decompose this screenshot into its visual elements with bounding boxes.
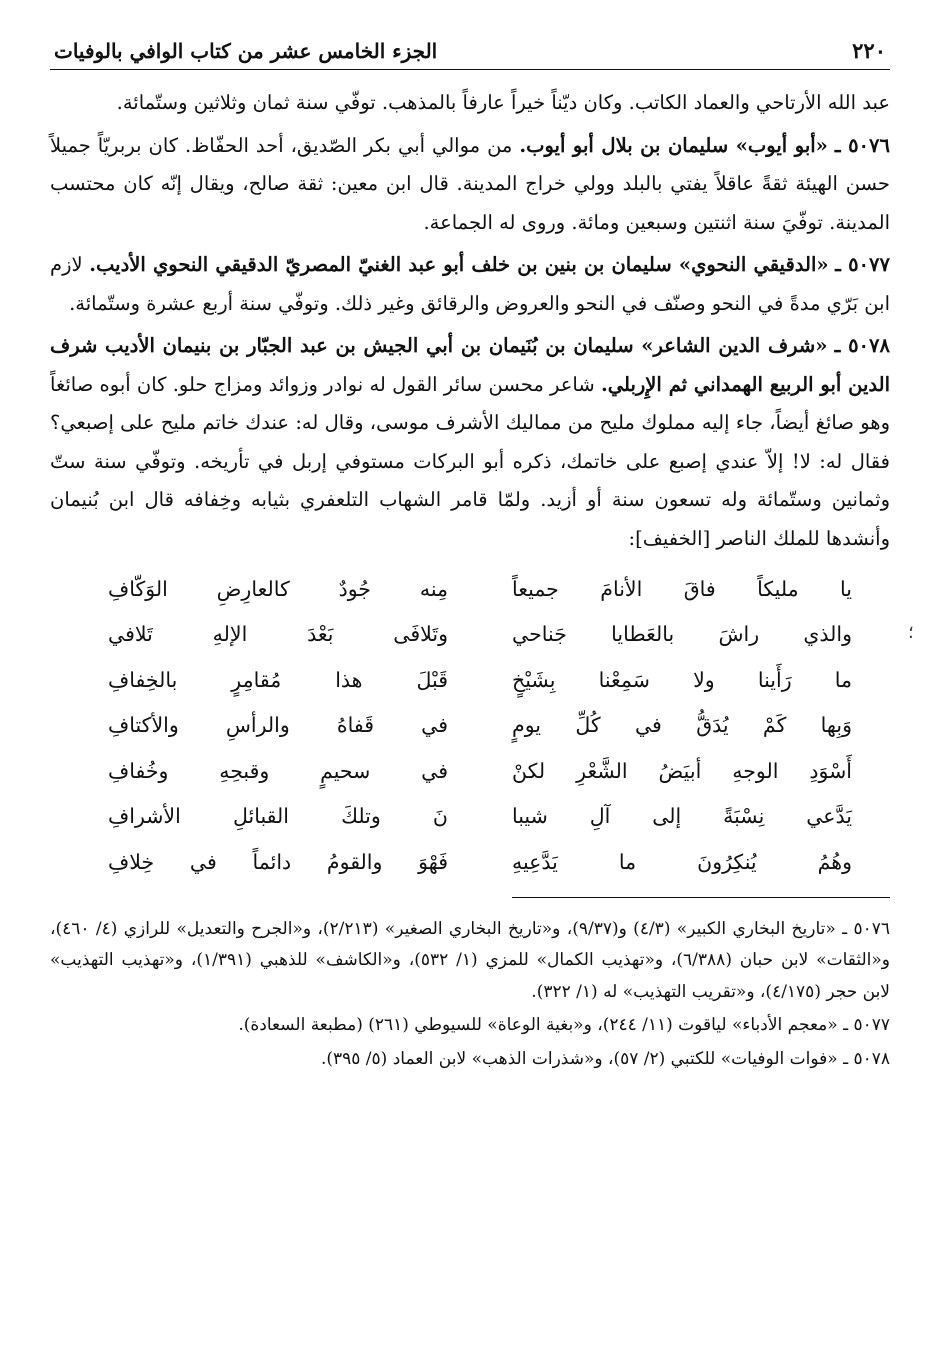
poem-verse [50, 657, 890, 703]
entry-title: «الدقيقي النحوي» سليمان بن بنين بن خلف أبو عبد الغنيّ المصريّ الدقيقي النحوي الأديب. [89, 253, 829, 276]
entry-title: «أبو أيوب» سليمان بن بلال أبو أيوب. [519, 133, 828, 157]
entry-5077 [50, 246, 890, 323]
verse-second-hemistich: في قَفاهُ والرأسِ والأكتافِ [108, 713, 448, 737]
poem-verse [50, 612, 890, 658]
verse-first-hemistich: وَبِها كَمْ يُدَقُّ في كُلِّ يومٍ [512, 713, 852, 737]
entry-number: ٥٠٧٦ ـ [834, 133, 890, 157]
entry-number: ٥٠٧٧ ـ [835, 253, 890, 276]
entry-5078 [50, 327, 890, 558]
footnote-5076: ٥٠٧٦ ـ «تاريخ البخاري الكبير» (٤/٣) و(٩/٣٧)، و«تاريخ البخاري الصغير» (٢/٢١٣)، و«الجرح والتعديل» للرازي (٤/ ٤٦٠)، و«الثقات» لابن حبان (٦/٣٨٨)، و«تهذيب الكمال» للمزي (١/ ٥٣٢)، و«الكاشف» للذهبي (١/٣٩١)، و«تهذيب التهذيب» لابن حجر (٤/١٧٥)، و«تقريب التهذيب» له (١/ ٣٢٢). [50, 918, 890, 1002]
poem-verse [50, 794, 890, 840]
poem [50, 566, 890, 885]
verse-second-hemistich: مِنه جُودٌ كالعارِضِ الوَكّافِ [108, 576, 448, 601]
verse-first-hemistich: وهُمُ يُنكِرُونَ ما يَدَّعِيهِ [512, 849, 852, 874]
entry-number: ٥٠٧٨ ـ [834, 334, 890, 357]
verse-first-hemistich: أَسْوَدِ الوجهِ أبيَضُ الشَّعْرِ لكنْ [512, 758, 852, 783]
main-text [50, 84, 890, 885]
footnote-5077: ٥٠٧٧ ـ «معجم الأدباء» لياقوت (١١/ ٢٤٤)، و«بغية الوعاة» للسيوطي (٢٦١) (مطبعة السعادة). [238, 1015, 890, 1035]
footnotes [50, 914, 890, 1076]
poem-verse [50, 748, 890, 794]
verse-first-hemistich: ما رَأَينا ولا سَمِعْنا بِشَيْخٍ [512, 667, 852, 692]
verse-first-hemistich: يا مليكاً فاقَ الأنامَ جميعاً [512, 576, 852, 601]
poem-verse [50, 566, 890, 612]
entry-title: «شرف الدين الشاعر» سليمان بن بُنَيمان بن أبي الجيش بن عبد الجبّار بن بنيمان الأديب شرف الدين أبو الربيع الهمداني ثم الإِربلي. [50, 334, 890, 396]
page-number: ٢٢٠ [852, 38, 886, 63]
entry-text: لازم ابن بَرّي مدةً في النحو وصنّف في النحو والعروض والرقائق وغير ذلك. وتوفّي سنة أربع عشرة وستّمائة. [50, 253, 890, 315]
running-header [50, 38, 890, 70]
footnote-5078: ٥٠٧٨ ـ «فوات الوفيات» للكتبي (٢/ ٥٧)، و«شذرات الذهب» لابن العماد (٥/ ٣٩٥). [320, 1048, 890, 1069]
footnote-separator [512, 897, 890, 898]
verse-second-hemistich: وتَلافَى بَعْدَ الإلهِ تَلافي [108, 622, 448, 646]
entry-text: شاعر محسن سائر القول له نوادر وزوائد ومزاج حلو. كان أبوه صائغاً وهو صائغ أيضاً، جاء إليه مملوك مليح من مماليك الأشرف موسى، وقال له: عندك خاتم مليح على إصبعي؟ فقال له: لا! إلاّ عندي إصبع على خاتمك، ذكره أبو البركات مستوفي إربل في تأريخه. وتوفّي سنة ستّ وثمانين وستّمائة وله تسعون سنة أو أزيد. ولمّا قامر الشهاب التلعفري بثيابه وخِفافه قال ابن بُنيمان وأنشدها للملك الناصر [الخفيف]: [50, 372, 890, 550]
verse-first-hemistich: والذي راشَ بالعَطايا جَناحي [512, 622, 852, 646]
verse-first-hemistich: يَدَّعي نِسْبَةً إلى آلِ شيبا [512, 804, 852, 828]
poem-verse [50, 703, 890, 749]
verse-second-hemistich: نَ وتلكَ القبائلِ الأشرافِ [108, 804, 448, 828]
paragraph-continuation: عبد الله الأرتاحي والعماد الكاتب. وكان ديّناً خيراً عارفاً بالمذهب. توفّي سنة ثمان وثلاثين وستّمائة. [116, 91, 890, 114]
book-page [50, 38, 890, 1077]
margin-mark: ؛ [908, 622, 914, 643]
poem-verse [50, 839, 890, 885]
running-title: الجزء الخامس عشر من كتاب الوافي بالوفيات [54, 39, 438, 63]
entry-text: من موالي أبي بكر الصّديق، أحد الحفّاظ. كان بربريّاً جميلاً حسن الهيئة ثقةً عاقلاً يفتي بالبلد وولي خراج المدينة. قال ابن معين: ثقة صالح، ويقال إنّه كان محتسب المدينة. توفّيَ سنة اثنتين وسبعين ومائة. وروى له الجماعة. [50, 133, 890, 234]
verse-second-hemistich: فَهْوَ والقومُ دائماً في خِلافِ [108, 849, 448, 874]
verse-second-hemistich: قَبْلَ هذا مُقامِرٍ بالخِفافِ [108, 667, 448, 692]
verse-second-hemistich: في سحيمٍ وقبحِهِ وخُفافِ [108, 758, 448, 783]
entry-5076 [50, 127, 890, 243]
